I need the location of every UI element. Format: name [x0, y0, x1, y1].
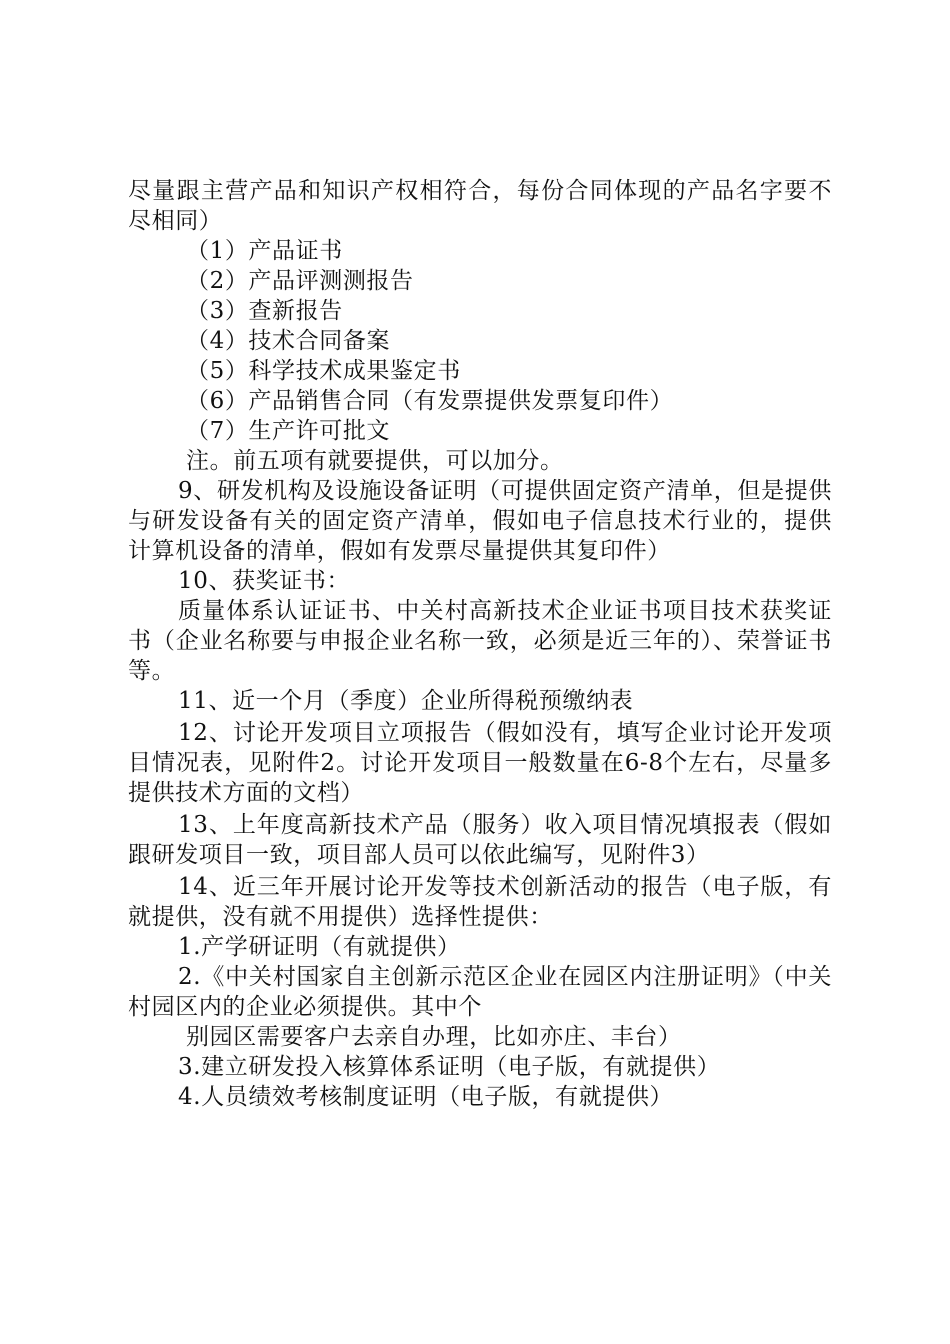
paragraph: 12、讨论开发项目立项报告（假如没有，填写企业讨论开发项目情况表，见附件2。讨论开发项目一般数量在6-8个左右，尽量多提供技术方面的文档） [128, 720, 832, 806]
list-item-continuation: 别园区需要客户去亲自办理，比如亦庄、丰台） [186, 1024, 682, 1050]
paragraph: 13、上年度高新技术产品（服务）收入项目情况填报表（假如跟研发项目一致，项目部人员可以依此编写，见附件3） [128, 812, 832, 868]
list-item: （5）科学技术成果鉴定书 [186, 358, 461, 384]
paragraph: 10、获奖证书： [178, 568, 351, 594]
note-paragraph: 注。前五项有就要提供，可以加分。 [186, 448, 564, 474]
list-item: （6）产品销售合同（有发票提供发票复印件） [186, 388, 674, 414]
list-item: 4.人员绩效考核制度证明（电子版，有就提供） [178, 1084, 674, 1110]
list-item: （4）技术合同备案 [186, 328, 391, 354]
list-item: （1）产品证书 [186, 238, 343, 264]
list-item: 2.《中关村国家自主创新示范区企业在园区内注册证明》（中关村园区内的企业必须提供。其中个 [128, 964, 832, 1020]
paragraph: 9、研发机构及设施设备证明（可提供固定资产清单，但是提供与研发设备有关的固定资产清单，假如电子信息技术行业的，提供计算机设备的清单，假如有发票尽量提供其复印件） [128, 478, 832, 564]
document-body [128, 176, 832, 1112]
list-item: 3.建立研发投入核算体系证明（电子版，有就提供） [178, 1054, 721, 1080]
list-item: （2）产品评测测报告 [186, 268, 414, 294]
paragraph: 11、近一个月（季度）企业所得税预缴纳表 [178, 688, 634, 714]
paragraph-continuation: 尽量跟主营产品和知识产权相符合，每份合同体现的产品名字要不尽相同） [128, 178, 832, 234]
paragraph: 质量体系认证证书、中关村高新技术企业证书项目技术获奖证书（企业名称要与申报企业名称一致，必须是近三年的）、荣誉证书等。 [128, 598, 832, 684]
paragraph: 14、近三年开展讨论开发等技术创新活动的报告（电子版，有就提供，没有就不用提供）选择性提供： [128, 874, 832, 930]
list-item: （7）生产许可批文 [186, 418, 391, 444]
list-item: （3）查新报告 [186, 298, 343, 324]
list-item: 1.产学研证明（有就提供） [178, 934, 461, 960]
